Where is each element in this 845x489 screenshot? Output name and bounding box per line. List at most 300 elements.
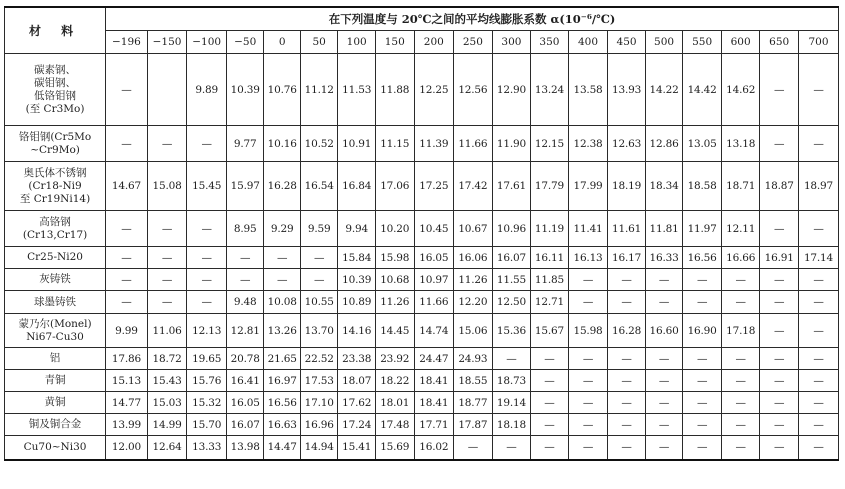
coefficient-value-cell: 13.99	[106, 414, 148, 436]
material-name-cell	[5, 269, 106, 291]
coefficient-value-cell: 16.41	[226, 370, 264, 392]
coefficient-value-cell: —	[721, 436, 760, 460]
coefficient-value-cell: —	[721, 269, 760, 291]
table-row	[5, 436, 839, 460]
coefficient-value-cell: 10.96	[492, 211, 531, 247]
coefficient-value-cell: —	[531, 370, 569, 392]
coefficient-value-cell: 17.79	[531, 162, 569, 211]
coefficient-value-cell: 16.05	[414, 247, 454, 269]
material-name-line: Ni67-Cu30	[26, 330, 84, 343]
coefficient-value-cell: 17.14	[798, 247, 838, 269]
coefficient-value-cell: —	[683, 348, 722, 370]
material-name-cell	[5, 314, 106, 348]
coefficient-value-cell: 12.38	[568, 126, 608, 162]
table-row	[5, 392, 839, 414]
coefficient-value-cell: —	[264, 269, 300, 291]
coefficient-value-cell: 12.00	[106, 436, 148, 460]
coefficient-value-cell: 15.03	[147, 392, 187, 414]
coefficient-value-cell: 17.61	[492, 162, 531, 211]
temperature-header-cell: 450	[608, 31, 646, 54]
coefficient-value-cell: 18.71	[721, 162, 760, 211]
coefficient-value-cell: —	[187, 126, 227, 162]
temperature-header-cell: 200	[414, 31, 454, 54]
coefficient-value-cell: —	[531, 436, 569, 460]
coefficient-value-cell: —	[683, 269, 722, 291]
coefficient-value-cell: 13.33	[187, 436, 227, 460]
material-name-line: 黄铜	[44, 396, 66, 408]
coefficient-value-cell: —	[608, 370, 646, 392]
table-row	[5, 126, 839, 162]
coefficient-value-cell: —	[608, 436, 646, 460]
coefficient-value-cell: —	[568, 269, 608, 291]
coefficient-value-cell: 11.90	[492, 126, 531, 162]
coefficient-value-cell: —	[798, 211, 838, 247]
coefficient-value-cell: —	[147, 211, 187, 247]
coefficient-value-cell: 11.26	[375, 291, 414, 314]
coefficient-value-cell: —	[721, 348, 760, 370]
coefficient-value-cell: 16.28	[608, 314, 646, 348]
coefficient-value-cell: 23.92	[375, 348, 414, 370]
coefficient-value-cell: 12.71	[531, 291, 569, 314]
coefficient-value-cell: 18.41	[414, 370, 454, 392]
coefficient-value-cell: —	[147, 269, 187, 291]
table-row	[5, 162, 839, 211]
coefficient-value-cell: —	[798, 126, 838, 162]
material-name-cell	[5, 414, 106, 436]
temperature-header-cell: −196	[106, 31, 148, 54]
coefficient-value-cell: —	[760, 392, 799, 414]
coefficient-value-cell: 15.67	[531, 314, 569, 348]
temperature-header-cell: −150	[147, 31, 187, 54]
coefficient-value-cell: 23.38	[338, 348, 376, 370]
material-name-cell	[5, 436, 106, 460]
coefficient-value-cell: 17.18	[721, 314, 760, 348]
coefficient-value-cell: 15.06	[454, 314, 493, 348]
coefficient-value-cell: —	[568, 291, 608, 314]
temperature-header-cell: −50	[226, 31, 264, 54]
coefficient-value-cell: 17.48	[375, 414, 414, 436]
temperature-header-cell: 50	[300, 31, 338, 54]
coefficient-value-cell: 13.26	[264, 314, 300, 348]
coefficient-value-cell: 10.68	[375, 269, 414, 291]
coefficient-value-cell: 10.20	[375, 211, 414, 247]
coefficient-value-cell: —	[187, 269, 227, 291]
coefficient-value-cell: 12.11	[721, 211, 760, 247]
coefficient-value-cell: 17.99	[568, 162, 608, 211]
coefficient-value-cell: —	[798, 54, 838, 126]
material-name-line: Cu70~Ni30	[23, 440, 87, 453]
coefficient-value-cell: —	[760, 314, 799, 348]
coefficient-value-cell: —	[760, 269, 799, 291]
coefficient-value-cell: 10.97	[414, 269, 454, 291]
material-name-line: (Cr18-Ni9	[28, 179, 82, 192]
coefficient-value-cell: —	[568, 436, 608, 460]
coefficient-value-cell: 10.45	[414, 211, 454, 247]
coefficient-value-cell: 17.25	[414, 162, 454, 211]
coefficient-value-cell: —	[798, 436, 838, 460]
coefficient-value-cell: —	[721, 291, 760, 314]
coefficient-value-cell: 18.58	[683, 162, 722, 211]
temperature-header-row	[5, 31, 839, 54]
table-row	[5, 414, 839, 436]
coefficient-value-cell: 11.53	[338, 54, 376, 126]
coefficient-value-cell: —	[608, 269, 646, 291]
coefficient-value-cell: 9.29	[264, 211, 300, 247]
coefficient-value-cell: 10.91	[338, 126, 376, 162]
coefficient-value-cell: 12.25	[414, 54, 454, 126]
coefficient-value-cell: 18.97	[798, 162, 838, 211]
table-body	[5, 54, 839, 460]
coefficient-value-cell: 11.19	[531, 211, 569, 247]
coefficient-value-cell: 11.66	[454, 126, 493, 162]
coefficient-value-cell: 14.45	[375, 314, 414, 348]
coefficient-value-cell: 17.24	[338, 414, 376, 436]
coefficient-value-cell: 11.12	[300, 54, 338, 126]
coefficient-value-cell: 8.95	[226, 211, 264, 247]
coefficient-group-header: 在下列温度与 20℃之间的平均线膨胀系数 α(10⁻⁶/℃)	[106, 7, 839, 31]
coefficient-value-cell: 13.70	[300, 314, 338, 348]
coefficient-value-cell: —	[798, 291, 838, 314]
coefficient-value-cell: 15.45	[187, 162, 227, 211]
material-name-line: 碳素钢、	[34, 63, 77, 76]
temperature-header-cell: 350	[531, 31, 569, 54]
coefficient-value-cell: —	[106, 54, 148, 126]
coefficient-value-cell: —	[187, 291, 227, 314]
coefficient-value-cell: 16.17	[608, 247, 646, 269]
coefficient-value-cell: —	[147, 126, 187, 162]
coefficient-value-cell: 17.86	[106, 348, 148, 370]
coefficient-value-cell: 15.97	[226, 162, 264, 211]
coefficient-value-cell: 17.42	[454, 162, 493, 211]
coefficient-value-cell: 9.99	[106, 314, 148, 348]
coefficient-value-cell: —	[760, 370, 799, 392]
temperature-header-cell: 300	[492, 31, 531, 54]
coefficient-value-cell: 17.87	[454, 414, 493, 436]
table-row	[5, 269, 839, 291]
temperature-header-cell: 250	[454, 31, 493, 54]
coefficient-value-cell: —	[760, 414, 799, 436]
coefficient-value-cell: 16.13	[568, 247, 608, 269]
coefficient-value-cell: —	[760, 54, 799, 126]
table-row	[5, 211, 839, 247]
coefficient-value-cell: 11.39	[414, 126, 454, 162]
coefficient-value-cell: 9.59	[300, 211, 338, 247]
temperature-header-cell: 100	[338, 31, 376, 54]
coefficient-value-cell: 16.84	[338, 162, 376, 211]
coefficient-value-cell: 16.63	[264, 414, 300, 436]
coefficient-value-cell: 9.48	[226, 291, 264, 314]
coefficient-value-cell: 12.63	[608, 126, 646, 162]
coefficient-value-cell: 16.91	[760, 247, 799, 269]
coefficient-value-cell: 15.84	[338, 247, 376, 269]
coefficient-value-cell: —	[106, 291, 148, 314]
temperature-header-cell: 500	[645, 31, 683, 54]
coefficient-value-cell: 16.60	[645, 314, 683, 348]
coefficient-value-cell: —	[568, 370, 608, 392]
coefficient-value-cell: —	[608, 414, 646, 436]
coefficient-value-cell: —	[187, 211, 227, 247]
coefficient-value-cell: 24.93	[454, 348, 493, 370]
coefficient-value-cell: 12.90	[492, 54, 531, 126]
coefficient-value-cell: —	[187, 247, 227, 269]
coefficient-value-cell: —	[683, 370, 722, 392]
coefficient-value-cell: 11.66	[414, 291, 454, 314]
table-row	[5, 370, 839, 392]
coefficient-value-cell: —	[798, 370, 838, 392]
coefficient-value-cell: 17.53	[300, 370, 338, 392]
coefficient-value-cell: —	[608, 348, 646, 370]
coefficient-value-cell: 15.98	[568, 314, 608, 348]
coefficient-value-cell: 18.19	[608, 162, 646, 211]
coefficient-value-cell: —	[645, 348, 683, 370]
coefficient-value-cell: —	[645, 414, 683, 436]
coefficient-value-cell: 13.24	[531, 54, 569, 126]
coefficient-value-cell: —	[106, 211, 148, 247]
coefficient-value-cell: 11.97	[683, 211, 722, 247]
coefficient-value-cell: —	[106, 269, 148, 291]
coefficient-value-cell: 17.62	[338, 392, 376, 414]
coefficient-value-cell: —	[760, 291, 799, 314]
material-name-line: 低铬钼钢	[34, 89, 77, 102]
coefficient-value-cell: 14.22	[645, 54, 683, 126]
coefficient-value-cell: 14.42	[683, 54, 722, 126]
coefficient-value-cell: 15.41	[338, 436, 376, 460]
coefficient-value-cell: 19.14	[492, 392, 531, 414]
coefficient-value-cell: 18.73	[492, 370, 531, 392]
coefficient-value-cell: —	[760, 211, 799, 247]
material-name-line: (至 Cr3Mo)	[25, 102, 85, 115]
coefficient-value-cell: 10.89	[338, 291, 376, 314]
coefficient-value-cell: 15.13	[106, 370, 148, 392]
coefficient-value-cell: 9.94	[338, 211, 376, 247]
material-name-cell	[5, 126, 106, 162]
temperature-header-cell: 700	[798, 31, 838, 54]
coefficient-value-cell: 16.56	[264, 392, 300, 414]
coefficient-value-cell: 12.50	[492, 291, 531, 314]
coefficient-value-cell	[147, 54, 187, 126]
coefficient-value-cell: 14.94	[300, 436, 338, 460]
coefficient-value-cell: 13.58	[568, 54, 608, 126]
temperature-header-cell: 0	[264, 31, 300, 54]
coefficient-value-cell: 10.08	[264, 291, 300, 314]
coefficient-value-cell: —	[454, 436, 493, 460]
coefficient-value-cell: 10.67	[454, 211, 493, 247]
coefficient-value-cell: 11.61	[608, 211, 646, 247]
coefficient-value-cell: —	[645, 291, 683, 314]
material-name-cell	[5, 348, 106, 370]
material-name-line: 青铜	[44, 374, 66, 386]
coefficient-value-cell: 11.15	[375, 126, 414, 162]
coefficient-value-cell: —	[492, 348, 531, 370]
coefficient-value-cell: —	[147, 247, 187, 269]
coefficient-value-cell: —	[300, 247, 338, 269]
coefficient-value-cell: 10.52	[300, 126, 338, 162]
material-name-cell	[5, 54, 106, 126]
coefficient-value-cell: 16.90	[683, 314, 722, 348]
expansion-coefficient-table	[4, 6, 839, 461]
coefficient-value-cell: —	[721, 392, 760, 414]
temperature-header-cell: 400	[568, 31, 608, 54]
coefficient-value-cell: 15.43	[147, 370, 187, 392]
material-name-cell	[5, 211, 106, 247]
coefficient-value-cell: 16.02	[414, 436, 454, 460]
table-row	[5, 247, 839, 269]
table-row	[5, 54, 839, 126]
coefficient-value-cell: —	[300, 269, 338, 291]
coefficient-value-cell: —	[568, 348, 608, 370]
coefficient-value-cell: 10.76	[264, 54, 300, 126]
coefficient-value-cell: 9.77	[226, 126, 264, 162]
material-name-line: 铬钼钢(Cr5Mo	[18, 130, 92, 143]
coefficient-value-cell: 16.96	[300, 414, 338, 436]
coefficient-value-cell: 12.13	[187, 314, 227, 348]
temperature-header-cell: 550	[683, 31, 722, 54]
material-name-line: 奥氏体不锈钢	[23, 166, 87, 179]
coefficient-value-cell: —	[568, 414, 608, 436]
temperature-header-cell: 650	[760, 31, 799, 54]
coefficient-value-cell: 13.93	[608, 54, 646, 126]
expansion-coefficient-table-wrapper	[4, 6, 839, 461]
coefficient-value-cell: —	[226, 269, 264, 291]
coefficient-value-cell: —	[683, 291, 722, 314]
coefficient-value-cell: 10.16	[264, 126, 300, 162]
coefficient-value-cell: 11.26	[454, 269, 493, 291]
coefficient-value-cell: 9.89	[187, 54, 227, 126]
coefficient-value-cell: —	[568, 392, 608, 414]
material-name-line: 碳钼钢、	[34, 76, 77, 89]
coefficient-value-cell: —	[645, 269, 683, 291]
coefficient-value-cell: 13.05	[683, 126, 722, 162]
temperature-header-cell: 150	[375, 31, 414, 54]
coefficient-value-cell: —	[683, 436, 722, 460]
material-name-line: 至 Cr19Ni14)	[19, 192, 91, 205]
coefficient-value-cell: 18.77	[454, 392, 493, 414]
table-row	[5, 291, 839, 314]
coefficient-value-cell: —	[492, 436, 531, 460]
coefficient-value-cell: —	[721, 414, 760, 436]
coefficient-value-cell: —	[760, 436, 799, 460]
coefficient-value-cell: 16.06	[454, 247, 493, 269]
coefficient-value-cell: 14.67	[106, 162, 148, 211]
coefficient-value-cell: 18.34	[645, 162, 683, 211]
coefficient-value-cell: 11.41	[568, 211, 608, 247]
coefficient-value-cell: 12.81	[226, 314, 264, 348]
material-name-line: 铝	[49, 352, 61, 364]
material-name-cell	[5, 247, 106, 269]
material-column-header: 材 料	[5, 7, 106, 54]
material-name-cell	[5, 370, 106, 392]
material-name-line: 铜及铜合金	[28, 418, 82, 430]
coefficient-value-cell: 14.74	[414, 314, 454, 348]
coefficient-value-cell: 12.64	[147, 436, 187, 460]
coefficient-value-cell: 18.87	[760, 162, 799, 211]
coefficient-value-cell: 11.81	[645, 211, 683, 247]
coefficient-value-cell: 11.85	[531, 269, 569, 291]
coefficient-value-cell: —	[147, 291, 187, 314]
coefficient-value-cell: 16.07	[226, 414, 264, 436]
coefficient-value-cell: 18.41	[414, 392, 454, 414]
coefficient-value-cell: 17.71	[414, 414, 454, 436]
table-row	[5, 348, 839, 370]
material-name-line: 球墨铸铁	[34, 295, 77, 308]
coefficient-value-cell: —	[798, 348, 838, 370]
coefficient-value-cell: —	[798, 314, 838, 348]
coefficient-value-cell: 13.18	[721, 126, 760, 162]
coefficient-value-cell: 15.98	[375, 247, 414, 269]
coefficient-value-cell: —	[645, 370, 683, 392]
coefficient-value-cell: 12.86	[645, 126, 683, 162]
table-row	[5, 314, 839, 348]
coefficient-value-cell: —	[798, 414, 838, 436]
coefficient-value-cell: —	[264, 247, 300, 269]
coefficient-value-cell: —	[645, 436, 683, 460]
coefficient-value-cell: —	[106, 247, 148, 269]
material-name-cell	[5, 162, 106, 211]
coefficient-value-cell: 16.05	[226, 392, 264, 414]
coefficient-value-cell: 14.99	[147, 414, 187, 436]
coefficient-value-cell: 18.07	[338, 370, 376, 392]
material-name-line: 蒙乃尔(Monel)	[18, 317, 92, 330]
coefficient-value-cell: 19.65	[187, 348, 227, 370]
coefficient-value-cell: —	[531, 392, 569, 414]
coefficient-value-cell: 21.65	[264, 348, 300, 370]
coefficient-value-cell: 13.98	[226, 436, 264, 460]
coefficient-value-cell: 16.66	[721, 247, 760, 269]
coefficient-value-cell: —	[760, 126, 799, 162]
coefficient-value-cell: 16.07	[492, 247, 531, 269]
coefficient-value-cell: —	[798, 392, 838, 414]
material-name-cell	[5, 291, 106, 314]
coefficient-value-cell: 14.77	[106, 392, 148, 414]
coefficient-value-cell: 16.97	[264, 370, 300, 392]
coefficient-value-cell: 16.11	[531, 247, 569, 269]
coefficient-value-cell: —	[760, 348, 799, 370]
coefficient-value-cell: —	[106, 126, 148, 162]
coefficient-value-cell: 12.15	[531, 126, 569, 162]
coefficient-value-cell: —	[683, 414, 722, 436]
coefficient-value-cell: —	[608, 291, 646, 314]
coefficient-value-cell: 10.55	[300, 291, 338, 314]
coefficient-value-cell: 10.39	[226, 54, 264, 126]
coefficient-value-cell: 11.55	[492, 269, 531, 291]
coefficient-value-cell: 16.28	[264, 162, 300, 211]
coefficient-value-cell: 16.54	[300, 162, 338, 211]
coefficient-value-cell: 14.62	[721, 54, 760, 126]
coefficient-value-cell: 17.10	[300, 392, 338, 414]
coefficient-value-cell: 18.01	[375, 392, 414, 414]
coefficient-value-cell: 11.88	[375, 54, 414, 126]
temperature-header-cell: −100	[187, 31, 227, 54]
coefficient-value-cell: 10.39	[338, 269, 376, 291]
coefficient-value-cell: 15.70	[187, 414, 227, 436]
material-name-line: ~Cr9Mo)	[30, 143, 80, 156]
coefficient-value-cell: 24.47	[414, 348, 454, 370]
coefficient-value-cell: —	[683, 392, 722, 414]
coefficient-value-cell: 15.32	[187, 392, 227, 414]
coefficient-value-cell: 15.36	[492, 314, 531, 348]
coefficient-value-cell: 18.55	[454, 370, 493, 392]
coefficient-value-cell: 17.06	[375, 162, 414, 211]
material-name-cell	[5, 392, 106, 414]
coefficient-value-cell: 15.76	[187, 370, 227, 392]
coefficient-value-cell: 15.69	[375, 436, 414, 460]
coefficient-value-cell: 11.06	[147, 314, 187, 348]
coefficient-value-cell: —	[721, 370, 760, 392]
coefficient-value-cell: 12.56	[454, 54, 493, 126]
material-name-line: 高铬钢	[39, 215, 71, 228]
coefficient-value-cell: 18.72	[147, 348, 187, 370]
coefficient-value-cell: 12.20	[454, 291, 493, 314]
